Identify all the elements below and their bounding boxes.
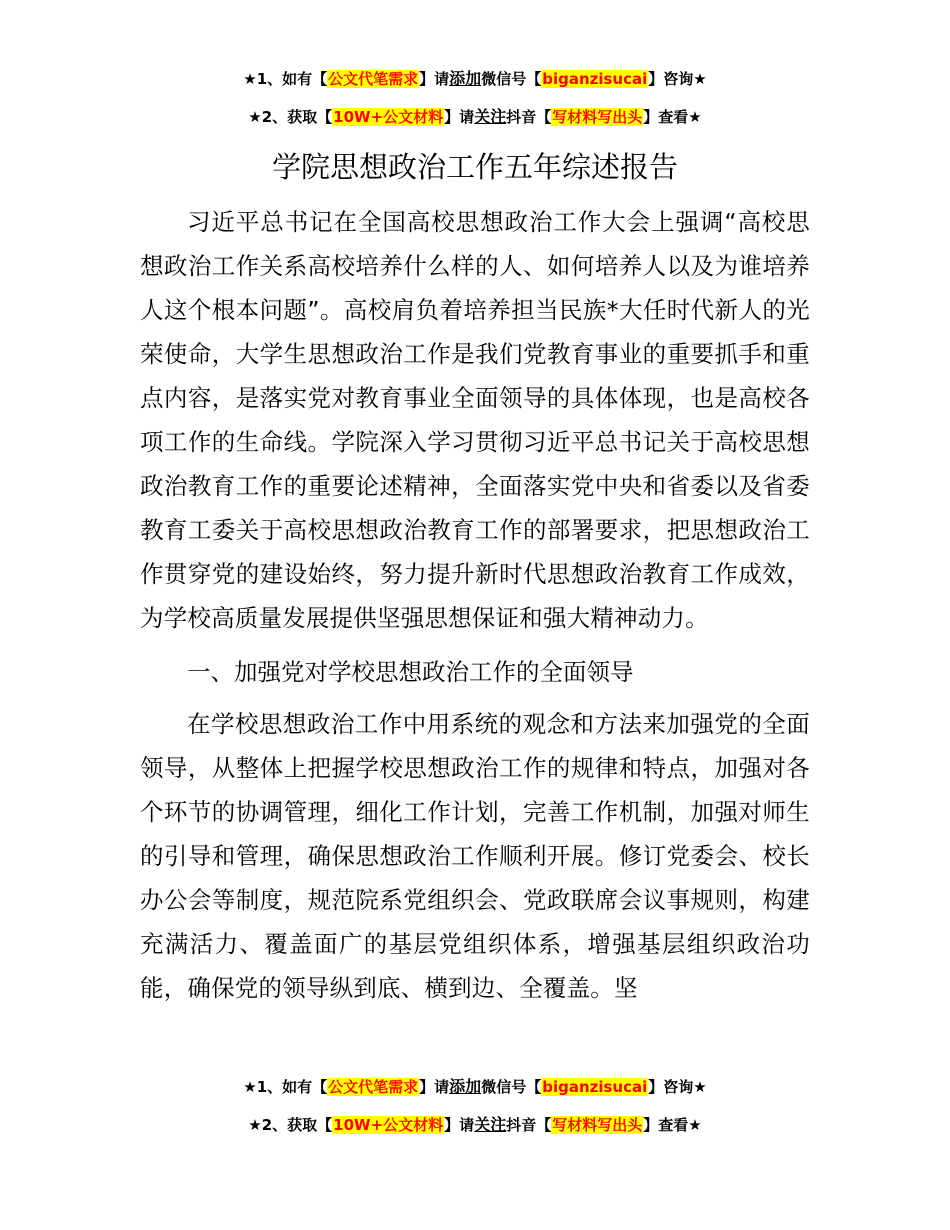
highlight-service: 公文代笔需求 (328, 1078, 419, 1096)
banner-text: 】请 (419, 1078, 450, 1096)
bottom-banner-line-2 (0, 1113, 950, 1137)
banner-text: 2、获取【 (261, 108, 333, 126)
banner-text: 2、获取【 (261, 1116, 333, 1134)
star-icon: ★ (248, 108, 262, 126)
highlight-service: 公文代笔需求 (328, 70, 419, 88)
top-banner-line-2 (0, 105, 950, 129)
top-banner-line-1 (0, 67, 950, 91)
star-icon: ★ (243, 70, 257, 88)
emphasis-text: 添加 (449, 1077, 482, 1096)
emphasis-text: 关注 (474, 107, 507, 126)
wechat-id[interactable]: biganzisucai (542, 1078, 648, 1096)
emphasis-text: 关注 (474, 1115, 507, 1134)
banner-text: 】请 (419, 70, 450, 88)
banner-text: 】查看 (643, 1116, 689, 1134)
star-icon: ★ (243, 1078, 257, 1096)
banner-text: 】请 (444, 108, 475, 126)
bottom-banner-line-1 (0, 1075, 950, 1099)
intro-paragraph: 习近平总书记在全国高校思想政治工作大会上强调“高校思想政治工作关系高校培养什么样的人、如何培养人以及为谁培养人这个根本问题”。高校肩负着培养担当民族*大任时代新人的光荣使命，大学生思想政治工作是我们党教育事业的重要抓手和重点内容，是落实党对教育事业全面领导的具体体现，也是高校各项工作的生命线。学院深入学习贯彻习近平总书记关于高校思想政治教育工作的重要论述精神，全面落实党中央和省委以及省委教育工委关于高校思想政治教育工作的部署要求，把思想政治工作贯穿党的建设始终，努力提升新时代思想政治教育工作成效，为学校高质量发展提供坚强思想保证和强大精神动力。 (140, 208, 810, 632)
banner-text: 微信号【 (481, 1078, 542, 1096)
banner-text: 】请 (444, 1116, 475, 1134)
section-heading: 一、加强党对学校思想政治工作的全面领导 (187, 658, 634, 686)
highlight-materials: 10W+公文材料 (333, 108, 444, 126)
star-icon: ★ (693, 70, 707, 88)
emphasis-text: 添加 (449, 69, 482, 88)
star-icon: ★ (688, 108, 702, 126)
banner-text: 】查看 (643, 108, 689, 126)
star-icon: ★ (248, 1116, 262, 1134)
banner-text: 1、如有【 (256, 70, 328, 88)
banner-text: 】咨询 (648, 70, 694, 88)
banner-text: 1、如有【 (256, 1078, 328, 1096)
wechat-id[interactable]: biganzisucai (542, 70, 648, 88)
banner-text: 微信号【 (481, 70, 542, 88)
star-icon: ★ (693, 1078, 707, 1096)
douyin-account[interactable]: 写材料写出头 (552, 108, 643, 126)
banner-text: 】咨询 (648, 1078, 694, 1096)
banner-text: 抖音【 (506, 108, 552, 126)
star-icon: ★ (688, 1116, 702, 1134)
document-title: 学院思想政治工作五年综述报告 (271, 150, 678, 184)
section-paragraph: 在学校思想政治工作中用系统的观念和方法来加强党的全面领导，从整体上把握学校思想政治工作的规律和特点，加强对各个环节的协调管理，细化工作计划，完善工作机制，加强对师生的引导和管理，确保思想政治工作顺利开展。修订党委会、校长办公会等制度，规范院系党组织会、党政联席会议事规则，构建充满活力、覆盖面广的基层党组织体系，增强基层组织政治功能，确保党的领导纵到底、横到边、全覆盖。坚 (140, 710, 810, 1002)
highlight-materials: 10W+公文材料 (333, 1116, 444, 1134)
banner-text: 抖音【 (506, 1116, 552, 1134)
document-body (140, 200, 810, 1010)
douyin-account[interactable]: 写材料写出头 (552, 1116, 643, 1134)
